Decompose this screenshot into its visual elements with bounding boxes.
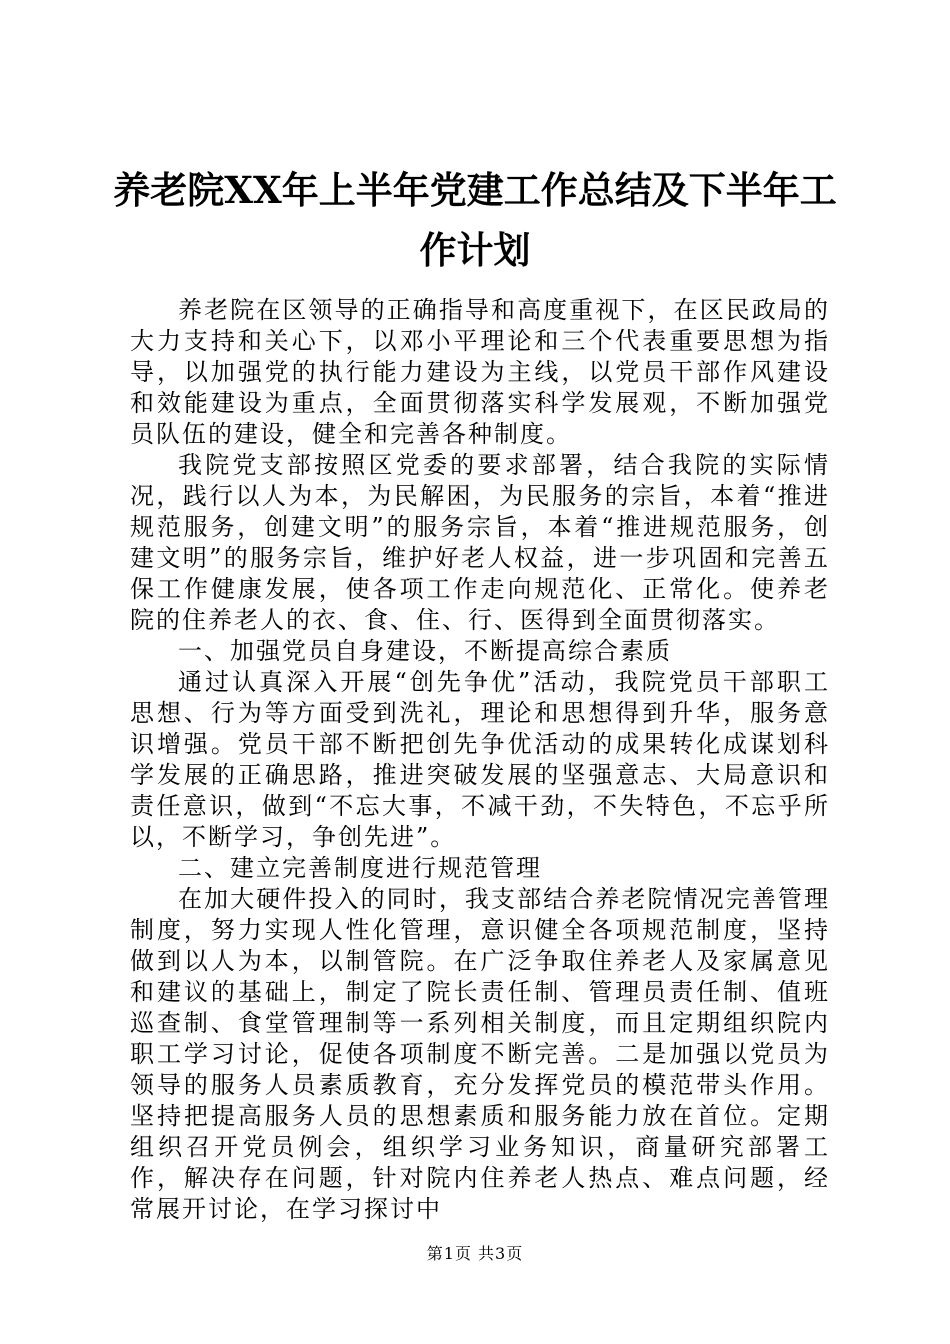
document-title: 养老院XX年上半年党建工作总结及下半年工作计划 [113, 168, 837, 272]
paragraph: 养老院在区领导的正确指导和高度重视下，在区民政局的大力支持和关心下，以邓小平理论和三个代表重要思想为指导，以加强党的执行能力建设为主线，以党员干部作风建设和效能建设为重点，全面贯彻落实科学发展观，不断加强党员队伍的建设，健全和完善各种制度。 [130, 296, 830, 448]
page-footer: 第1页 共3页 [426, 1244, 524, 1263]
paragraph: 我院党支部按照区党委的要求部署，结合我院的实际情况，践行以人为本，为民解困，为民服务的宗旨，本着“推进规范服务，创建文明”的服务宗旨，本着“推进规范服务，创建文明”的服务宗旨，维护好老人权益，进一步巩固和完善五保工作健康发展，使各项工作走向规范化、正常化。使养老院的住养老人的衣、食、住、行、医得到全面贯彻落实。 [130, 451, 830, 634]
section-heading: 一、加强党员自身建设，不断提高综合素质 [178, 637, 672, 665]
paragraph: 在加大硬件投入的同时，我支部结合养老院情况完善管理制度，努力实现人性化管理，意识健全各项规范制度，坚持做到以人为本，以制管院。在广泛争取住养老人及家属意见和建议的基础上，制定了院长责任制、管理员责任制、值班巡查制、食堂管理制等一系列相关制度，而且定期组织院内职工学习讨论，促使各项制度不断完善。二是加强以党员为领导的服务人员素质教育，充分发挥党员的模范带头作用。坚持把提高服务人员的思想素质和服务能力放在首位。定期组织召开党员例会，组织学习业务知识，商量研究部署工作，解决存在问题，针对院内住养老人热点、难点问题，经常展开讨论，在学习探讨中 [130, 885, 830, 1223]
section-heading: 二、建立完善制度进行规范管理 [178, 854, 542, 882]
document-body [130, 295, 830, 1225]
paragraph: 通过认真深入开展“创先争优”活动，我院党员干部职工思想、行为等方面受到洗礼，理论和思想得到升华，服务意识增强。党员干部不断把创先争优活动的成果转化成谋划科学发展的正确思路，推进突破发展的坚强意志、大局意识和责任意识，做到“不忘大事，不减干劲，不失特色，不忘乎所以，不断学习，争创先进”。 [130, 668, 830, 851]
